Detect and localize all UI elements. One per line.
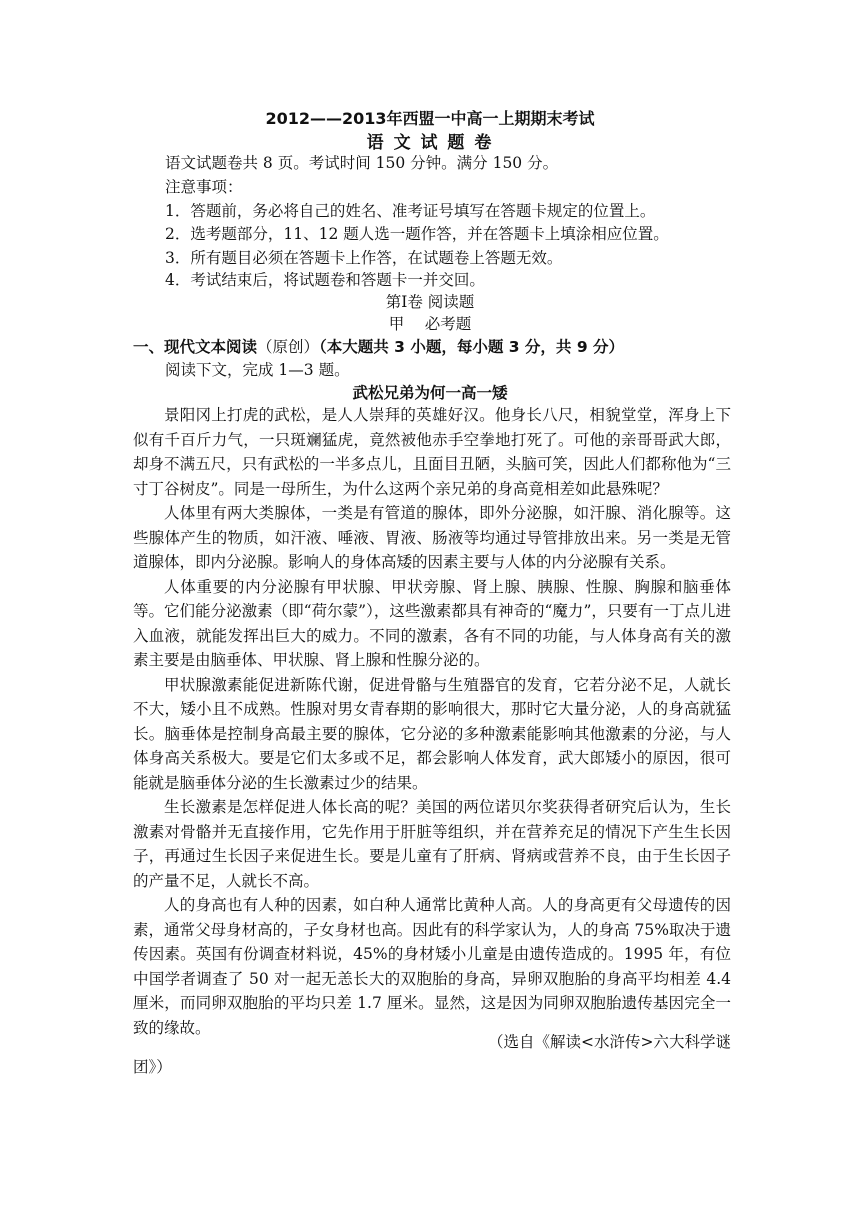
source-line: 团》） <box>133 1057 172 1076</box>
article-source <box>133 1030 731 1079</box>
article-paragraph: 人体重要的内分泌腺有甲状腺、甲状旁腺、肾上腺、胰腺、性腺、胸腺和脑垂体等。它们能分泌激素（即“荷尔蒙”），这些激素都具有神奇的“魔力”，只要有一丁点儿进入血液，就能发挥出巨大的威力。不同的激素，各有不同的功能，与人体身高有关的激素主要是由脑垂体、甲状腺、肾上腺和性腺分泌的。 <box>133 577 731 669</box>
article-paragraph: 甲状腺激素能促进新陈代谢，促进骨骼与生殖器官的发育，它若分泌不足，人就长不大，矮小且不成熟。性腺对男女青春期的影响很大，那时它大量分泌，人的身高就猛长。脑垂体是控制身高最主要的腺体，它分泌的多种激素能影响其他激素的分泌，与人体身高关系极大。要是它们太多或不足，都会影响人体发育，武大郎矮小的原因，很可能就是脑垂体分泌的生长激素过少的结果。 <box>133 675 731 792</box>
article-paragraph: 人体里有两大类腺体，一类是有管道的腺体，即外分泌腺，如汗腺、消化腺等。这些腺体产生的物质，如汗液、唾液、胃液、肠液等均通过导管排放出来。另一类是无管道腺体，即内分泌腺。影响人的身体高矮的因素主要与人体的内分泌腺有关系。 <box>133 504 731 571</box>
notice-item: 1．答题前，务必将自己的姓名、准考证号填写在答题卡规定的位置上。 <box>165 202 656 220</box>
section-title: 甲 必考题 <box>388 315 472 333</box>
notice-label: 注意事项： <box>165 178 243 196</box>
exam-title: 2012——2013年西盟一中高一上期期末考试 <box>265 109 595 128</box>
question-heading <box>133 335 624 357</box>
notice-item: 2．选考题部分，11、12 题人选一题作答，并在答题卡上填涂相应位置。 <box>165 225 669 243</box>
article-paragraph: 生长激素是怎样促进人体长高的呢？美国的两位诺贝尔奖获得者研究后认为，生长激素对骨骼并无直接作用，它先作用于肝脏等组织，并在营养充足的情况下产生生长因子，再通过生长因子来促进生长。要是儿童有了肝病、肾病或营养不良，由于生长因子的产量不足，人就长不高。 <box>133 798 731 890</box>
notice-item: 4．考试结束后，将试题卷和答题卡一并交回。 <box>165 271 485 289</box>
exam-subtitle: 语 文 试 题 卷 <box>366 133 494 153</box>
exam-info: 语文试题卷共 8 页。考试时间 150 分钟。满分 150 分。 <box>165 154 559 172</box>
article-title: 武松兄弟为何一高一矮 <box>352 384 508 402</box>
question-origin: （原创） <box>257 338 320 356</box>
article-body <box>133 403 731 1040</box>
source-line: （选自《解读<水浒传>六大科学谜 <box>488 1033 731 1051</box>
question-points: （本大题共 3 小题，每小题 3 分，共 9 分） <box>319 338 625 356</box>
volume-title: 第Ⅰ卷 阅读题 <box>385 293 475 311</box>
notice-item: 3．所有题目必须在答题卡上作答，在试题卷上答题无效。 <box>165 249 563 267</box>
article-paragraph: 人的身高也有人种的因素，如白种人通常比黄种人高。人的身高更有父母遗传的因素，通常父母身材高的，子女身材也高。因此有的科学家认为，人的身高 75%取决于遗传因素。英国有份调查材料说，45%的身材矮小儿童是由遗传造成的。1995 年，有位中国学者调查了 50 对一起无恙长大的双胞胎的身高，异卵双胞胎的身高平均相差 4.4 厘米，而同卵双胞胎的平均只差 1.7 厘米。显然，这是因为同卵双胞胎遗传基因完全一致的缘故。 <box>133 896 731 1037</box>
article-paragraph: 景阳冈上打虎的武松，是人人崇拜的英雄好汉。他身长八尺，相貌堂堂，浑身上下似有千百斤力气，一只斑斓猛虎，竟然被他赤手空拳地打死了。可他的亲哥哥武大郎，却身不满五尺，只有武松的一半多点儿，且面目丑陋，头脑可笑，因此人们都称他为“三寸丁谷树皮”。同是一母所生，为什么这两个亲兄弟的身高竟相差如此悬殊呢？ <box>133 406 731 498</box>
question-title: 一、现代文本阅读 <box>133 338 258 356</box>
question-instruction: 阅读下文，完成 1—3 题。 <box>165 361 350 379</box>
